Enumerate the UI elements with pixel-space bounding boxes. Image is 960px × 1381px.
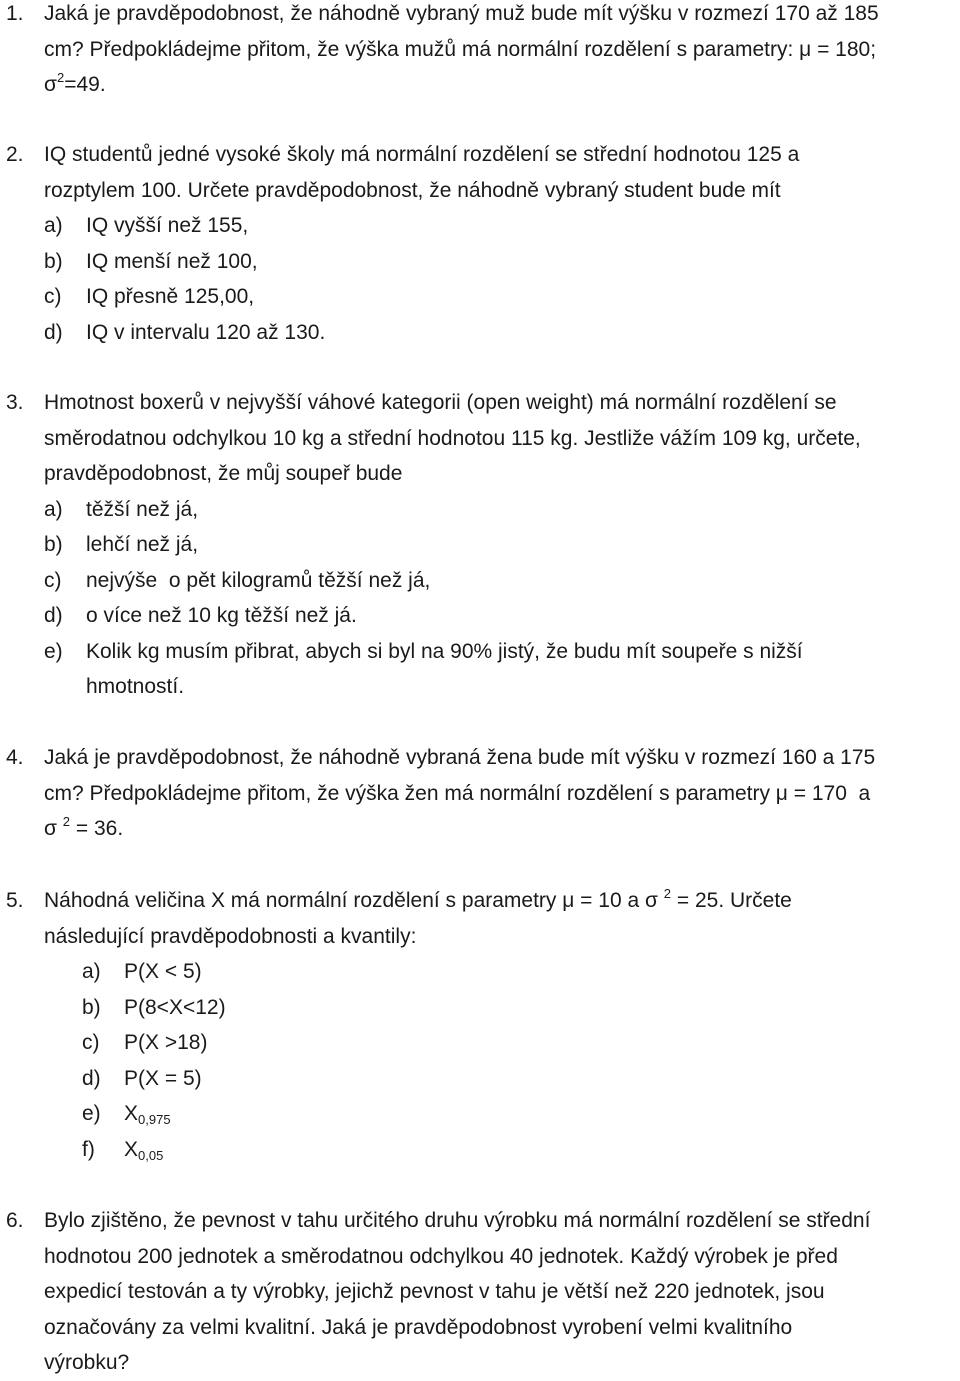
exponent: 2	[663, 886, 672, 901]
text-line: směrodatnou odchylkou 10 kg a střední hodnotou 115 kg. Jestliže vážím 109 kg, určete,	[44, 426, 861, 450]
subquestion-a	[82, 954, 956, 990]
subquestion-d	[44, 315, 956, 351]
subquestion-label: f)	[82, 1137, 95, 1161]
problem-6	[6, 1203, 956, 1381]
subquestion-f	[82, 1132, 956, 1168]
subquestion-label: c)	[44, 285, 62, 308]
text-line: cm? Předpokládejme přitom, že výška mužů má normální rozdělení s parametry: μ = 180;	[44, 37, 877, 61]
text-line: hodnotou 200 jednotek a směrodatnou odchylkou 40 jednotek. Každý výrobek je před	[44, 1244, 838, 1268]
problem-number: 5.	[6, 889, 24, 912]
subquestion-label: d)	[44, 320, 63, 344]
subquestion-label: d)	[44, 604, 63, 627]
subquestion-e	[82, 1096, 956, 1132]
subquestion-c	[82, 1025, 956, 1061]
subquestion-label: b)	[44, 249, 63, 273]
text-line: cm? Předpokládejme přitom, že výška žen má normální rozdělení s parametry μ = 170 a	[44, 781, 871, 805]
subquestion-c	[44, 279, 956, 315]
problem-text	[44, 385, 956, 492]
problem-number: 3.	[6, 391, 24, 414]
problem-text	[44, 0, 956, 103]
subquestion-text: IQ menší než 100,	[86, 249, 258, 273]
subquestion-label: a)	[44, 497, 63, 521]
quantile-subscript: 0,975	[138, 1112, 171, 1127]
sigma-value: =49.	[64, 73, 106, 96]
subquestion-list	[44, 208, 956, 350]
sigma-value: = 36.	[70, 817, 124, 840]
problem-5	[6, 883, 956, 1167]
subquestion-label: b)	[82, 995, 101, 1019]
subquestion-text: P(X = 5)	[124, 1066, 202, 1090]
subquestion-list	[44, 492, 956, 705]
problem-1	[6, 0, 956, 103]
text-line	[44, 811, 956, 847]
subquestion-a	[44, 208, 956, 244]
text-line: označovány za velmi kvalitní. Jaká je pravděpodobnost vyrobení velmi kvalitního	[44, 1315, 793, 1339]
subquestion-text: IQ v intervalu 120 až 130.	[86, 320, 326, 344]
subquestion-text: o více než 10 kg těžší než já.	[86, 604, 357, 627]
variable-x: X	[124, 1137, 139, 1161]
problem-3	[6, 385, 956, 705]
text-line: Jaká je pravděpodobnost, že náhodně vybraná žena bude mít výšku v rozmezí 160 a 175	[44, 746, 876, 769]
text-segment: Náhodná veličina X má normální rozdělení s parametry μ = 10 a σ	[44, 889, 664, 912]
text-line: Jaká je pravděpodobnost, že náhodně vybraný muž bude mít výšku v rozmezí 170 až 185	[44, 2, 879, 25]
subquestion-text: Kolik kg musím přibrat, abych si byl na 90% jistý, že budu mít soupeře s nižší	[86, 639, 803, 663]
text-line: rozptylem 100. Určete pravděpodobnost, že náhodně vybraný student bude mít	[44, 178, 781, 202]
sigma-symbol: σ	[44, 73, 57, 96]
problem-text	[44, 883, 956, 954]
problem-number: 6.	[6, 1209, 24, 1232]
subquestion-label: b)	[44, 533, 63, 556]
problem-number: 1.	[6, 2, 24, 25]
subquestion-e	[44, 634, 956, 670]
subquestion-label: c)	[82, 1031, 100, 1054]
exponent: 2	[56, 70, 65, 85]
subquestion-b	[44, 244, 956, 280]
subquestion-b	[44, 527, 956, 563]
problem-text	[44, 1203, 956, 1381]
subquestion-text: lehčí než já,	[86, 533, 199, 556]
subquestion-label: d)	[82, 1066, 101, 1090]
subquestion-b	[82, 990, 956, 1026]
problem-text	[44, 740, 956, 847]
subquestion-text: IQ přesně 125,00,	[86, 285, 255, 308]
text-line: expedicí testován a ty výrobky, jejichž pevnost v tahu je větší než 220 jednotek, jsou	[44, 1280, 825, 1303]
text-line	[44, 883, 956, 919]
problem-4	[6, 740, 956, 847]
text-line: Bylo zjištěno, že pevnost v tahu určitého druhu výrobku má normální rozdělení se střední	[44, 1209, 871, 1232]
subquestion-label: a)	[82, 960, 101, 983]
subquestion-label: c)	[44, 568, 62, 592]
subquestion-text: nejvýše o pět kilogramů těžší než já,	[86, 568, 431, 592]
variable-x: X	[124, 1102, 139, 1125]
text-line	[44, 67, 956, 103]
subquestion-text: P(X >18)	[124, 1031, 208, 1054]
quantile-expression	[124, 1132, 163, 1168]
text-line: výrobku?	[44, 1351, 130, 1374]
text-segment: = 25. Určete	[671, 889, 792, 912]
quantile-subscript: 0,05	[138, 1147, 164, 1163]
problem-text	[44, 137, 956, 208]
exponent: 2	[62, 814, 71, 829]
problem-number: 2.	[6, 143, 24, 166]
subquestion-e-continuation: hmotností.	[86, 675, 185, 698]
text-line: IQ studentů jedné vysoké školy má normální rozdělení se střední hodnotou 125 a	[44, 143, 800, 166]
text-line: pravděpodobnost, že můj soupeř bude	[44, 462, 403, 485]
subquestion-label: a)	[44, 214, 63, 237]
subquestion-label: e)	[82, 1102, 101, 1125]
subquestion-list	[82, 954, 956, 1167]
subquestion-c	[44, 563, 956, 599]
subquestion-a	[44, 492, 956, 528]
subquestion-text: P(8<X<12)	[124, 995, 226, 1019]
subquestion-d	[44, 598, 956, 634]
problem-2	[6, 137, 956, 350]
subquestion-label: e)	[44, 639, 63, 663]
subquestion-d	[82, 1061, 956, 1097]
text-line: Hmotnost boxerů v nejvyšší váhové kategorii (open weight) má normální rozdělení se	[44, 391, 837, 414]
subquestion-text: těžší než já,	[86, 497, 199, 521]
sigma-symbol: σ	[44, 817, 63, 840]
problem-number: 4.	[6, 746, 24, 769]
text-line: následující pravděpodobnosti a kvantily:	[44, 924, 417, 948]
subquestion-text: P(X < 5)	[124, 960, 202, 983]
subquestion-text: IQ vyšší než 155,	[86, 214, 249, 237]
quantile-expression	[124, 1096, 171, 1132]
